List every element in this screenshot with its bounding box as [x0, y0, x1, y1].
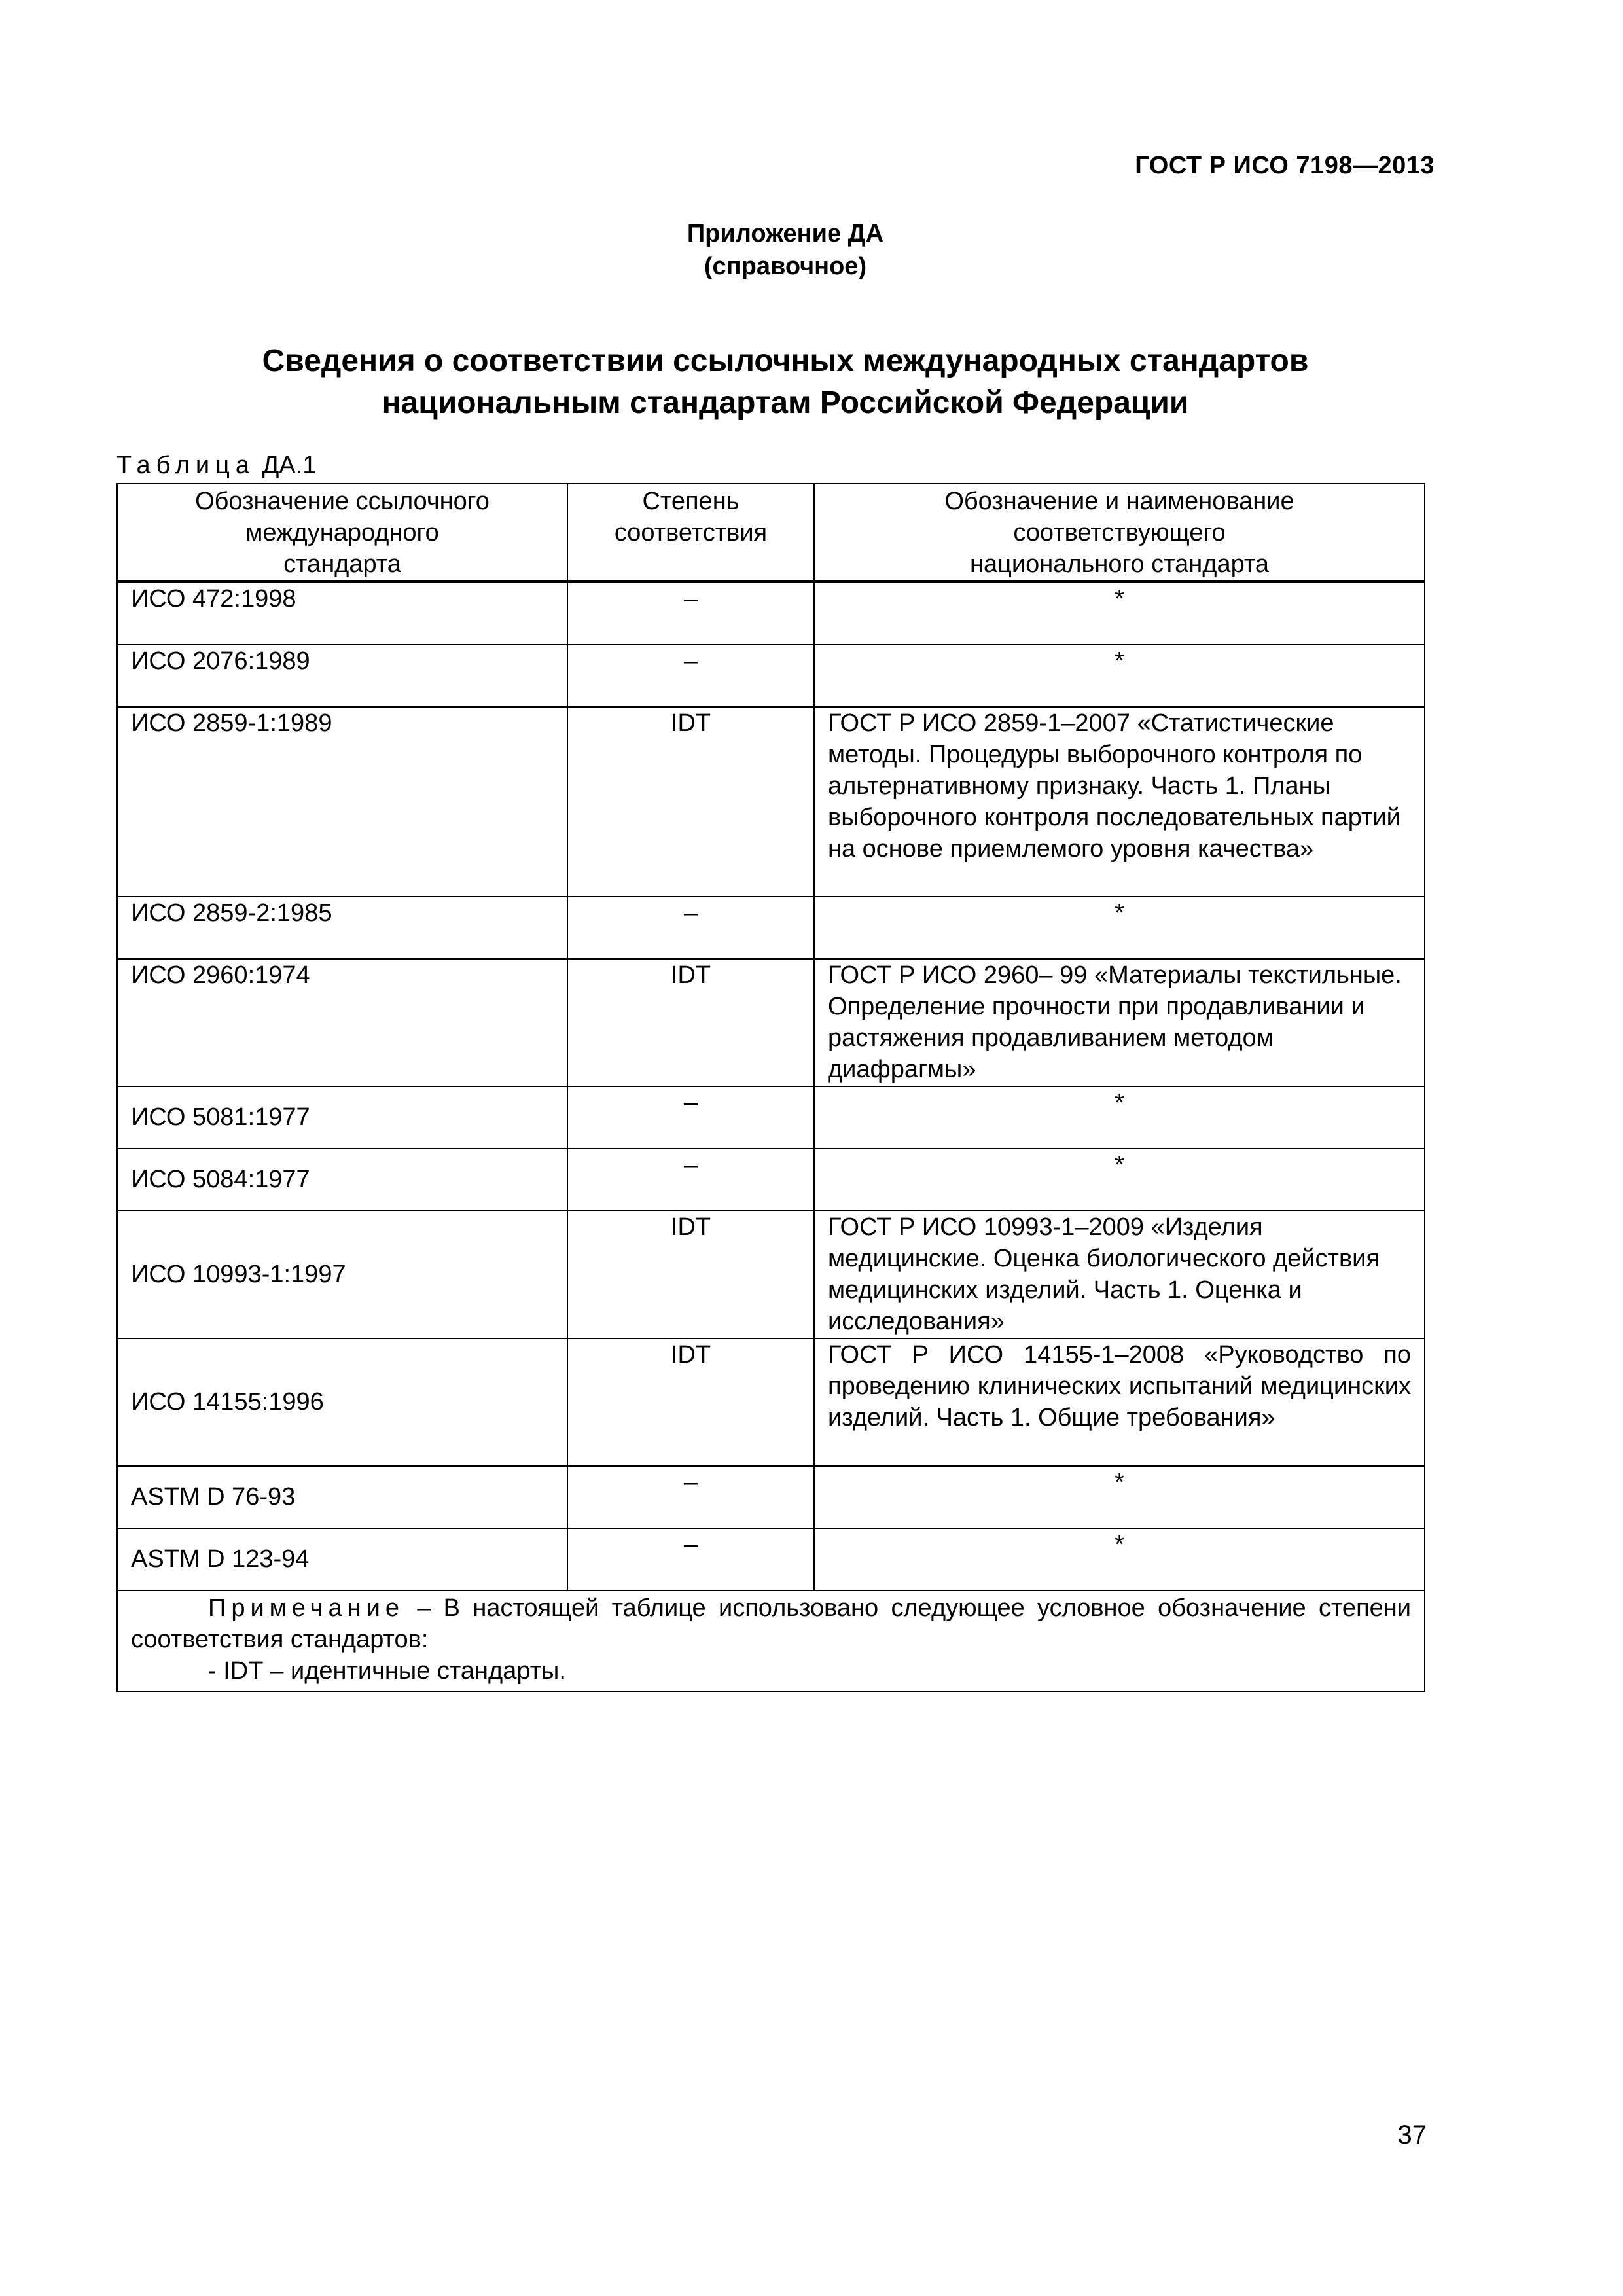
cell-degree: –: [567, 1086, 814, 1149]
page-title-line-1: Сведения о соответствии ссылочных международных стандартов: [262, 344, 1309, 378]
table-row: [117, 582, 1425, 645]
appendix-subtitle: (справочное): [704, 253, 867, 280]
table-row: [117, 707, 1425, 897]
cell-degree: IDT: [567, 707, 814, 897]
cell-national: ГОСТ Р ИСО 2960– 99 «Материалы текстильные. Определение прочности при продавливании и растяжения продавливанием методом диафрагмы»: [814, 959, 1425, 1086]
cell-ref: ИСО 472:1998: [117, 582, 567, 645]
cell-national: *: [814, 897, 1425, 959]
note-text: – В настоящей таблице использовано следующее условное обозначение степени соответствия стандартов:: [131, 1594, 1411, 1653]
cell-degree: IDT: [567, 959, 814, 1086]
table-caption-id: ДА.1: [262, 452, 317, 479]
cell-degree: –: [567, 1528, 814, 1590]
table-caption: [116, 452, 316, 480]
table-note-row: [117, 1590, 1425, 1691]
table-row: [117, 897, 1425, 959]
standards-table: [116, 483, 1425, 1692]
cell-degree: IDT: [567, 1211, 814, 1338]
cell-degree: –: [567, 1466, 814, 1528]
cell-national: ГОСТ Р ИСО 10993-1–2009 «Изделия медицинские. Оценка биологического действия медицинских изделий. Часть 1. Оценка и исследования»: [814, 1211, 1425, 1338]
header-national-standard: Обозначение и наименование соответствующего национального стандарта: [814, 484, 1425, 582]
cell-national: *: [814, 1466, 1425, 1528]
cell-ref: ИСО 5084:1977: [117, 1149, 567, 1211]
cell-ref: ИСО 14155:1996: [117, 1338, 567, 1466]
cell-degree: –: [567, 645, 814, 707]
table-row: [117, 1338, 1425, 1466]
cell-ref: ИСО 2076:1989: [117, 645, 567, 707]
document-code: ГОСТ Р ИСО 7198—2013: [1135, 152, 1435, 179]
cell-ref: ИСО 2859-2:1985: [117, 897, 567, 959]
cell-degree: –: [567, 1149, 814, 1211]
cell-national: *: [814, 1528, 1425, 1590]
header-degree: Степень соответствия: [567, 484, 814, 582]
table-note: [117, 1590, 1425, 1691]
header-ref-standard: Обозначение ссылочного международного стандарта: [117, 484, 567, 582]
table-row: [117, 1149, 1425, 1211]
cell-degree: –: [567, 582, 814, 645]
table-row: [117, 645, 1425, 707]
cell-ref: ИСО 5081:1977: [117, 1086, 567, 1149]
page-title-line-2: национальным стандартам Российской Федерации: [382, 386, 1189, 420]
note-item: - IDT – идентичные стандарты.: [208, 1657, 566, 1685]
table-row: [117, 959, 1425, 1086]
cell-national: *: [814, 1149, 1425, 1211]
table-header-row: [117, 484, 1425, 582]
page-number: 37: [1397, 2121, 1427, 2149]
table-row: [117, 1086, 1425, 1149]
page-title: [0, 340, 1571, 424]
cell-ref: ASTM D 123-94: [117, 1528, 567, 1590]
appendix-heading: [0, 217, 1571, 283]
table-caption-word: Таблица: [116, 452, 255, 479]
cell-national: *: [814, 1086, 1425, 1149]
table-row: [117, 1466, 1425, 1528]
cell-ref: ИСО 10993-1:1997: [117, 1211, 567, 1338]
cell-national: *: [814, 645, 1425, 707]
cell-degree: IDT: [567, 1338, 814, 1466]
table-row: [117, 1211, 1425, 1338]
note-label: Примечание: [208, 1594, 404, 1622]
cell-ref: ИСО 2859-1:1989: [117, 707, 567, 897]
cell-national: ГОСТ Р ИСО 2859-1–2007 «Статистические методы. Процедуры выборочного контроля по альтернативному признаку. Часть 1. Планы выборочного контроля последовательных партий на основе приемлемого уровня качества»: [814, 707, 1425, 897]
cell-national: *: [814, 582, 1425, 645]
cell-degree: –: [567, 897, 814, 959]
cell-ref: ИСО 2960:1974: [117, 959, 567, 1086]
appendix-title: Приложение ДА: [687, 220, 884, 247]
cell-national: ГОСТ Р ИСО 14155-1–2008 «Руководство по проведению клинических испытаний медицинских изделий. Часть 1. Общие требования»: [814, 1338, 1425, 1466]
table-row: [117, 1528, 1425, 1590]
cell-ref: ASTM D 76-93: [117, 1466, 567, 1528]
